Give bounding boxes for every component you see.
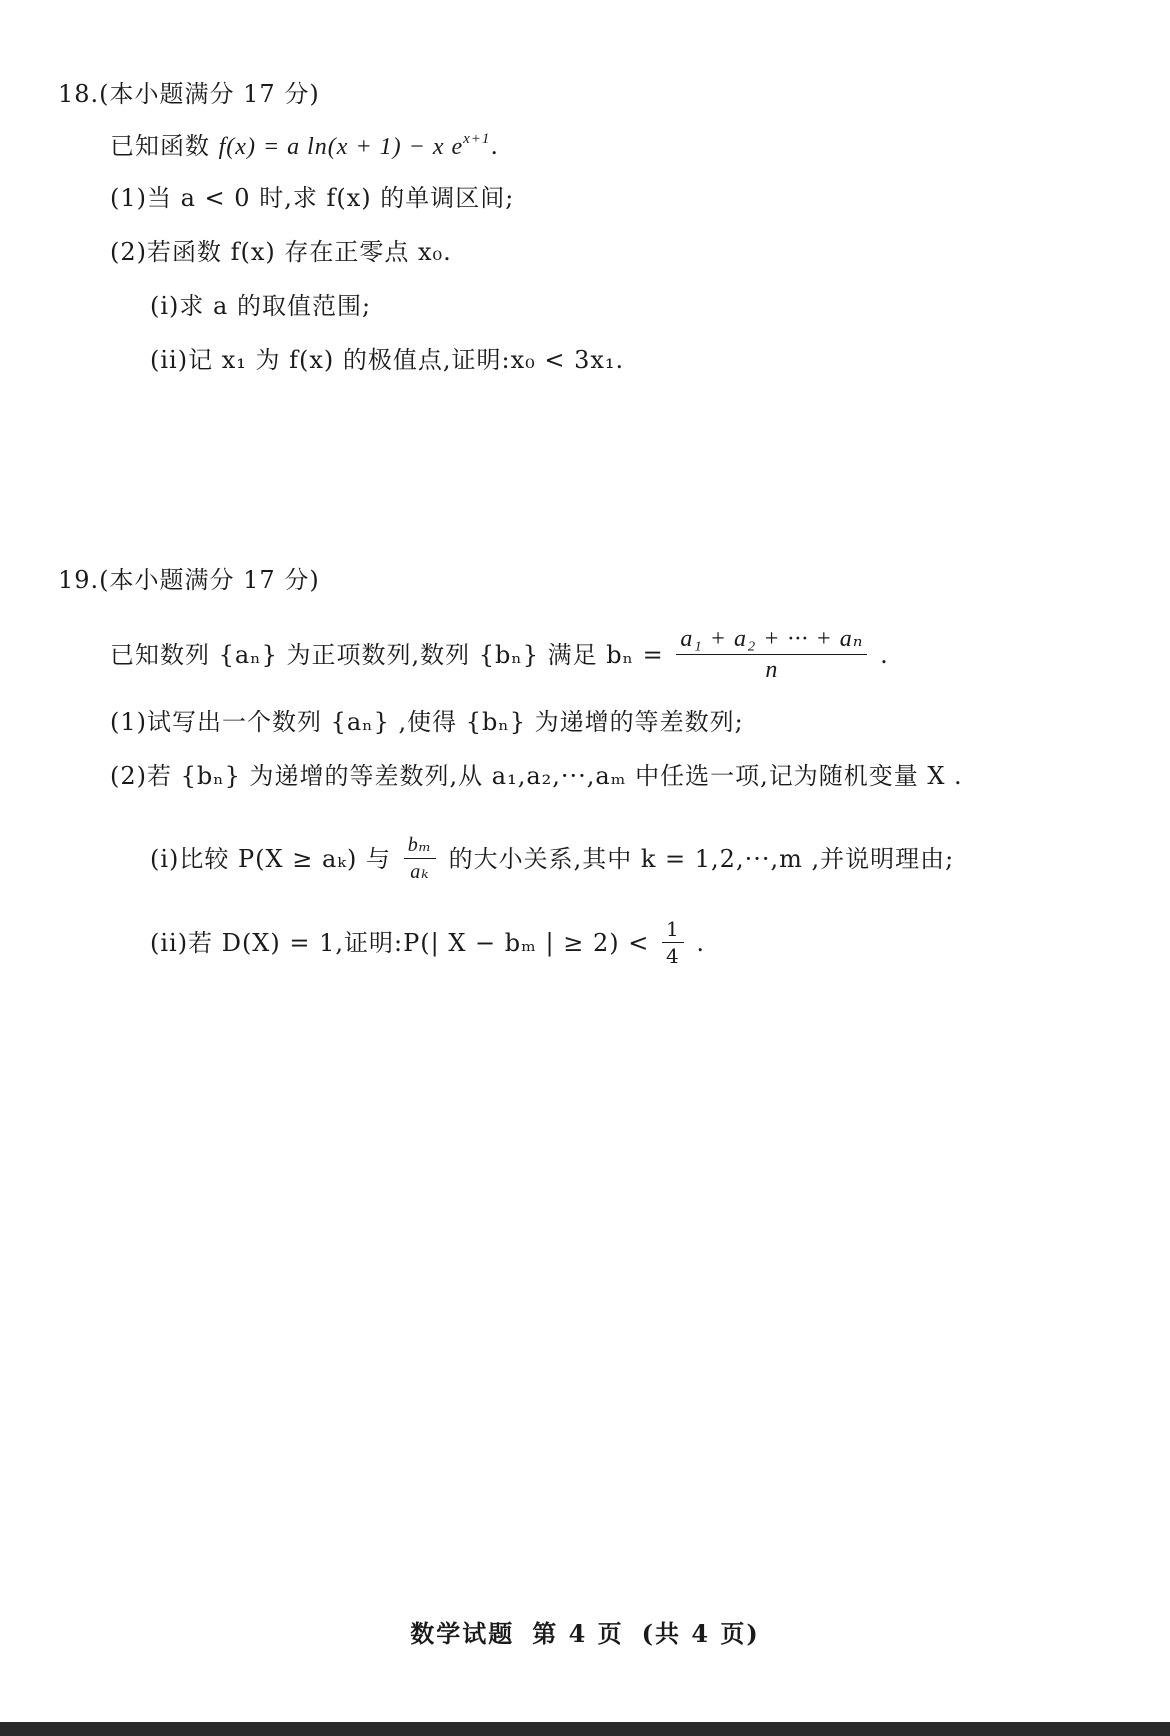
- q18-function-exp: x+1: [463, 131, 491, 147]
- q19-title: 19.(本小题满分 17 分): [58, 566, 320, 594]
- q19-part2-i-pre: (i)比较 P(X ≥ aₖ) 与: [150, 845, 392, 873]
- page-footer: [0, 1614, 1170, 1649]
- bottom-edge-bar: [0, 1722, 1170, 1736]
- footer-total: (共 4 页): [641, 1619, 760, 1648]
- q19-part2-i-den: aₖ: [410, 861, 430, 883]
- q19-part2-ii-post: .: [696, 929, 705, 957]
- q18-intro-text: 已知函数: [110, 132, 219, 160]
- q18-part2-ii: (ii)记 x₁ 为 f(x) 的极值点,证明:x₀ < 3x₁.: [150, 346, 625, 374]
- q19-part2-ii-den: 4: [665, 944, 680, 968]
- q19-part2-i-fraction: [404, 834, 436, 883]
- q19-frac-numerator: a₁ + a₂ + ··· + aₙ: [676, 626, 867, 655]
- q19-part2-ii-fraction: [662, 918, 684, 967]
- q18-part2-i: (i)求 a 的取值范围;: [150, 292, 372, 320]
- q19-part2-ii-num: 1: [662, 918, 684, 943]
- footer-subject: 数学试题: [410, 1619, 515, 1648]
- q19-part2-ii-pre: (ii)若 D(X) = 1,证明:P(| X − bₘ | ≥ 2) <: [150, 929, 650, 957]
- q18-title: 18.(本小题满分 17 分): [58, 80, 320, 108]
- footer-page: 第 4 页: [532, 1619, 624, 1648]
- q19-fraction: [676, 626, 867, 683]
- q19-intro-end: .: [880, 641, 889, 669]
- q18-function-expr: f(x) = a ln(x + 1) − x e: [218, 134, 464, 160]
- q18-part1: (1)当 a < 0 时,求 f(x) 的单调区间;: [110, 184, 515, 212]
- q18-statement: 已知函数 f(x) = a ln(x + 1) − x $e^{x+1}$.: [110, 131, 500, 160]
- q19-statement: [110, 628, 889, 685]
- q19-part2-i-num: bₘ: [404, 834, 436, 859]
- q19-part2: (2)若 {bₙ} 为递增的等差数列,从 a₁,a₂,···,aₘ 中任选一项,记为随机变量 X .: [110, 762, 963, 790]
- q18-part2: (2)若函数 f(x) 存在正零点 x₀.: [110, 238, 452, 266]
- q19-part2-i: [150, 836, 954, 885]
- q19-intro-text: 已知数列 {aₙ} 为正项数列,数列 {bₙ} 满足 bₙ =: [110, 641, 664, 669]
- q19-frac-denominator: n: [765, 657, 779, 683]
- q19-part2-i-post: 的大小关系,其中 k = 1,2,···,m ,并说明理由;: [448, 845, 955, 873]
- q19-part2-ii: [150, 917, 705, 969]
- q19-part1: (1)试写出一个数列 {aₙ} ,使得 {bₙ} 为递增的等差数列;: [110, 708, 744, 736]
